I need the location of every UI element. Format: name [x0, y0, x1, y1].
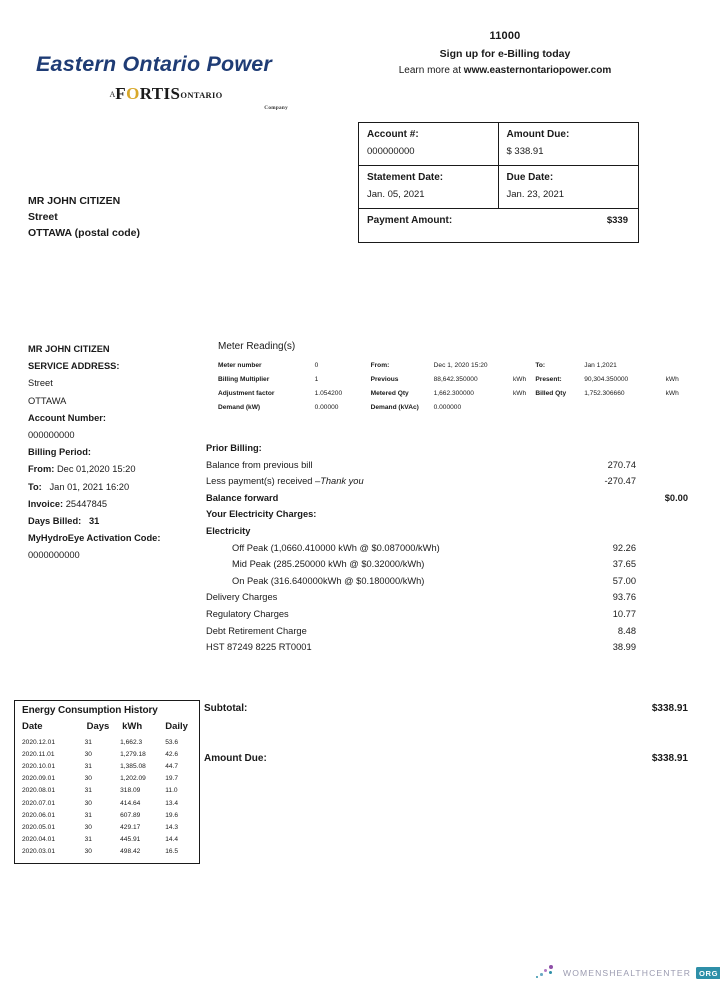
- history-cell: 498.42: [120, 848, 141, 856]
- charge-line-item: [206, 573, 688, 590]
- billing-to-label: To:: [28, 481, 42, 492]
- history-cell: 2020.07.01: [22, 799, 56, 807]
- meter-cell: Present:: [535, 376, 562, 384]
- amount-due-label: Amount Due:: [506, 129, 570, 140]
- charge-item-label: Regulatory Charges: [206, 608, 289, 619]
- history-cell: 19.6: [165, 811, 179, 819]
- history-cell: 31: [84, 811, 92, 819]
- history-cell: 2020.06.01: [22, 811, 56, 819]
- history-row: [22, 785, 193, 797]
- history-cell: 53.6: [165, 738, 179, 746]
- service-street: Street: [28, 378, 53, 389]
- meter-cell: Jan 1,2021: [584, 362, 617, 370]
- summary-row-payment: [359, 209, 638, 242]
- billing-period-label: Billing Period:: [28, 447, 92, 458]
- meter-cell: kWh: [512, 376, 527, 384]
- meter-readings-section: [218, 341, 688, 414]
- history-cell: 2020.10.01: [22, 762, 56, 770]
- history-row: [22, 797, 193, 809]
- history-cell: 2020.04.01: [22, 836, 56, 844]
- fortis-f: F: [115, 84, 127, 103]
- billing-from: [28, 461, 208, 478]
- promo-line1: Sign up for e-Billing today: [439, 48, 571, 60]
- meter-cell: kWh: [665, 376, 679, 384]
- history-cell: 2020.08.01: [22, 787, 56, 795]
- meter-cell: Billing Multiplier: [218, 376, 270, 384]
- history-row: [22, 846, 193, 858]
- history-cell: 30: [84, 799, 92, 807]
- charge-item-value: 10.77: [612, 608, 636, 619]
- fortis-rtis: RTIS: [139, 84, 181, 103]
- history-cell: 2020.12.01: [22, 738, 56, 746]
- due-date-label: Due Date:: [506, 172, 554, 183]
- site-watermark: [536, 965, 720, 981]
- history-cell: 14.3: [165, 823, 179, 831]
- history-cell: 31: [84, 836, 92, 844]
- meter-cell: 1,662.300000: [433, 389, 474, 397]
- history-cell: 429.17: [120, 823, 141, 831]
- fortis-sublogo: [36, 84, 296, 111]
- history-cell: 2020.03.01: [22, 848, 56, 856]
- history-cell: 30: [84, 823, 92, 831]
- history-row: [22, 773, 193, 785]
- meter-cell: Adjustment factor: [218, 389, 275, 397]
- fortis-company-word: Company: [264, 105, 288, 111]
- meter-cell: From:: [370, 362, 390, 370]
- charge-item-label: Mid Peak (285.250000 kWh @ $0.32000/kWh): [232, 559, 425, 570]
- account-details-column: [28, 341, 208, 565]
- charge-item-value: 37.65: [612, 559, 636, 570]
- meter-row: [218, 359, 688, 373]
- invoice-value: 25447845: [65, 498, 108, 509]
- electricity-charges-heading: [206, 506, 688, 523]
- days-billed-line: [28, 513, 208, 530]
- balance-previous-row: [206, 457, 688, 474]
- summary-cell-statement-date: [359, 166, 499, 208]
- meter-cell: 1: [314, 376, 319, 384]
- meter-readings-title: Meter Reading(s): [218, 341, 296, 352]
- meter-row: [218, 373, 688, 387]
- meter-cell: [666, 400, 688, 414]
- subtotal-row: [204, 703, 688, 714]
- meter-cell: [513, 359, 535, 373]
- summary-row-dates: [359, 166, 638, 209]
- less-payments-value: -270.47: [604, 476, 636, 487]
- electricity-heading: [206, 523, 688, 540]
- meter-cell: 0.00000: [314, 403, 339, 411]
- history-table: [22, 719, 193, 858]
- meter-cell: [666, 359, 688, 373]
- charge-item-label: Off Peak (1,0660.410000 kWh @ $0.087000/kWh): [232, 542, 440, 553]
- history-cell: 31: [84, 738, 92, 746]
- totals-section: [204, 703, 688, 764]
- charge-line-item: [206, 639, 688, 656]
- meter-cell: kWh: [512, 389, 527, 397]
- electricity-charges-label: Your Electricity Charges:: [206, 509, 317, 520]
- meter-cell: [535, 400, 584, 414]
- meter-cell: 1,752.306660: [584, 389, 625, 397]
- detail-account-number-label: Account Number:: [28, 412, 106, 423]
- amount-due-row: [204, 753, 688, 764]
- charge-item-value: 8.48: [617, 625, 636, 636]
- detail-account-number-value: 000000000: [28, 430, 75, 441]
- thank-you-text: Thank you: [320, 476, 364, 487]
- charge-item-label: Delivery Charges: [206, 592, 278, 603]
- history-row: [22, 809, 193, 821]
- history-cell: 414.64: [120, 799, 141, 807]
- account-summary-box: [358, 122, 639, 243]
- summary-cell-account: [359, 123, 499, 165]
- meter-cell: Demand (kVAc): [370, 403, 419, 411]
- meter-cell: Dec 1, 2020 15:20: [433, 362, 488, 370]
- billing-to-value: Jan 01, 2021 16:20: [49, 481, 130, 492]
- history-cell: 11.0: [165, 787, 178, 795]
- history-cell: 30: [84, 775, 92, 783]
- amount-due-value: $ 338.91: [506, 146, 544, 157]
- history-cell: 445.91: [120, 836, 141, 844]
- balance-forward-row: [206, 490, 688, 507]
- summary-cell-amount-due: [499, 123, 639, 165]
- history-row: [22, 821, 193, 833]
- history-cell: 30: [84, 750, 92, 758]
- history-column-header: Daily: [165, 721, 188, 732]
- billing-from-label: From:: [28, 464, 55, 475]
- charge-item-label: HST 87249 8225 RT0001: [206, 642, 312, 653]
- history-row: [22, 834, 193, 846]
- mailing-street: Street: [28, 211, 58, 223]
- subtotal-label: Subtotal:: [204, 703, 248, 714]
- mailing-address: [28, 193, 140, 241]
- balance-forward-label: Balance forward: [206, 492, 279, 503]
- charge-line-item: [206, 540, 688, 557]
- charge-item-label: On Peak (316.640000kWh @ $0.180000/kWh): [232, 575, 425, 586]
- summary-row-account: [359, 123, 638, 166]
- history-cell: 16.5: [165, 848, 179, 856]
- summary-cell-due-date: [499, 166, 639, 208]
- balance-previous-value: 270.74: [607, 459, 636, 470]
- service-address-label: SERVICE ADDRESS:: [28, 361, 120, 372]
- charge-line-item: [206, 623, 688, 640]
- meter-cell: [513, 400, 535, 414]
- mailing-city: OTTAWA (postal code): [28, 227, 140, 239]
- meter-row: [218, 387, 688, 401]
- less-payments-row: [206, 473, 688, 490]
- history-cell: 19.7: [165, 775, 179, 783]
- promo-line2-prefix: Learn more at: [398, 65, 464, 76]
- watermark-badge: ORG: [696, 967, 720, 979]
- less-payments-text: Less payment(s) received –: [206, 476, 321, 487]
- watermark-text: WOMENSHEALTHCENTER: [563, 968, 692, 978]
- history-row: [22, 748, 193, 760]
- history-header-row: [22, 719, 193, 736]
- history-cell: 13.4: [165, 799, 179, 807]
- fortis-o: O: [126, 84, 140, 103]
- history-cell: 2020.05.01: [22, 823, 56, 831]
- subtotal-value: $338.91: [651, 703, 688, 714]
- charge-item-value: 92.26: [612, 542, 636, 553]
- payment-amount-value: $339: [606, 215, 628, 226]
- history-row: [22, 736, 193, 748]
- statement-date-value: Jan. 05, 2021: [367, 189, 425, 200]
- history-column-header: Days: [86, 721, 110, 732]
- fortis-ontario: ONTARIO: [180, 90, 223, 100]
- promo-url: www.easternontariopower.com: [463, 65, 612, 76]
- total-amount-due-value: $338.91: [651, 753, 688, 764]
- history-cell: 44.7: [165, 762, 179, 770]
- charge-item-label: Debt Retirement Charge: [206, 625, 307, 636]
- balance-forward-value: $0.00: [664, 492, 688, 503]
- activation-code-label: MyHydroEye Activation Code:: [28, 533, 161, 544]
- meter-cell: [584, 400, 665, 414]
- history-cell: 42.6: [165, 750, 179, 758]
- charges-section: [206, 440, 688, 656]
- detail-customer-name: MR JOHN CITIZEN: [28, 344, 110, 354]
- history-cell: 30: [84, 848, 92, 856]
- less-payments-label: [206, 473, 566, 490]
- meter-cell: Meter number: [218, 362, 262, 370]
- energy-consumption-history: [14, 700, 200, 864]
- prior-billing-label: Prior Billing:: [206, 443, 262, 453]
- fortis-article: A: [109, 90, 116, 99]
- mailing-name: MR JOHN CITIZEN: [28, 195, 121, 207]
- invoice-line: [28, 496, 208, 513]
- meter-cell: Demand (kW): [218, 403, 261, 411]
- meter-cell: 90,304.350000: [584, 376, 629, 384]
- history-cell: 1,662.3: [120, 738, 143, 746]
- history-cell: 14.4: [165, 836, 179, 844]
- history-column-header: Date: [22, 721, 43, 732]
- account-number-value: 000000000: [367, 146, 415, 157]
- charge-line-item: [206, 606, 688, 623]
- history-cell: 607.89: [120, 811, 141, 819]
- electricity-label: Electricity: [206, 525, 251, 536]
- payment-amount-label: Payment Amount:: [367, 215, 453, 226]
- history-cell: 318.09: [120, 787, 141, 795]
- invoice-label: Invoice:: [28, 498, 64, 509]
- billing-to: [28, 479, 208, 496]
- history-title: Energy Consumption History: [22, 705, 158, 716]
- meter-cell: kWh: [665, 389, 679, 397]
- charge-line-item: [206, 589, 688, 606]
- service-city: OTTAWA: [28, 395, 67, 406]
- ebilling-promo: [330, 30, 680, 76]
- history-row: [22, 760, 193, 772]
- charge-item-value: 38.99: [612, 642, 636, 653]
- meter-readings-table: [218, 359, 688, 414]
- days-billed-value: 31: [88, 516, 100, 527]
- meter-cell: Metered Qty: [370, 389, 409, 397]
- statement-date-label: Statement Date:: [367, 172, 444, 183]
- days-billed-label: Days Billed:: [28, 516, 82, 527]
- history-cell: 2020.11.01: [22, 750, 55, 758]
- history-cell: 2020.09.01: [22, 775, 56, 783]
- meter-cell: Billed Qty: [535, 389, 567, 397]
- charge-item-value: 57.00: [612, 575, 636, 586]
- meter-cell: To:: [535, 362, 546, 370]
- history-cell: 1,385.08: [120, 762, 146, 770]
- company-name: Eastern Ontario Power: [36, 52, 272, 76]
- history-cell: 31: [84, 762, 92, 770]
- meter-row: [218, 400, 688, 414]
- company-logo: [36, 52, 296, 111]
- payment-amount-field: [359, 209, 638, 242]
- meter-cell: 1.054200: [314, 389, 343, 397]
- account-number-label: Account #:: [367, 129, 419, 140]
- meter-cell: Previous: [370, 376, 399, 384]
- meter-cell: 88,642.350000: [433, 376, 478, 384]
- meter-cell: 0: [314, 362, 319, 370]
- history-cell: 1,202.09: [120, 775, 146, 783]
- history-column-header: kWh: [122, 721, 143, 732]
- charge-line-item: [206, 556, 688, 573]
- meter-cell: 0.000000: [433, 403, 462, 411]
- prior-billing-heading: [206, 440, 688, 457]
- history-cell: 1,279.18: [120, 750, 146, 758]
- totals-spacer: [204, 714, 688, 753]
- history-cell: 31: [84, 787, 92, 795]
- due-date-value: Jan. 23, 2021: [506, 189, 565, 200]
- activation-code-value: 0000000000: [28, 550, 80, 561]
- billing-from-value: Dec 01,2020 15:20: [56, 464, 136, 475]
- watermark-dots-icon: [536, 965, 558, 981]
- promo-line2: [330, 65, 680, 76]
- balance-previous-label: Balance from previous bill: [206, 459, 313, 470]
- promo-code: 11000: [489, 30, 521, 42]
- total-amount-due-label: Amount Due:: [204, 753, 267, 764]
- charge-item-value: 93.76: [612, 592, 636, 603]
